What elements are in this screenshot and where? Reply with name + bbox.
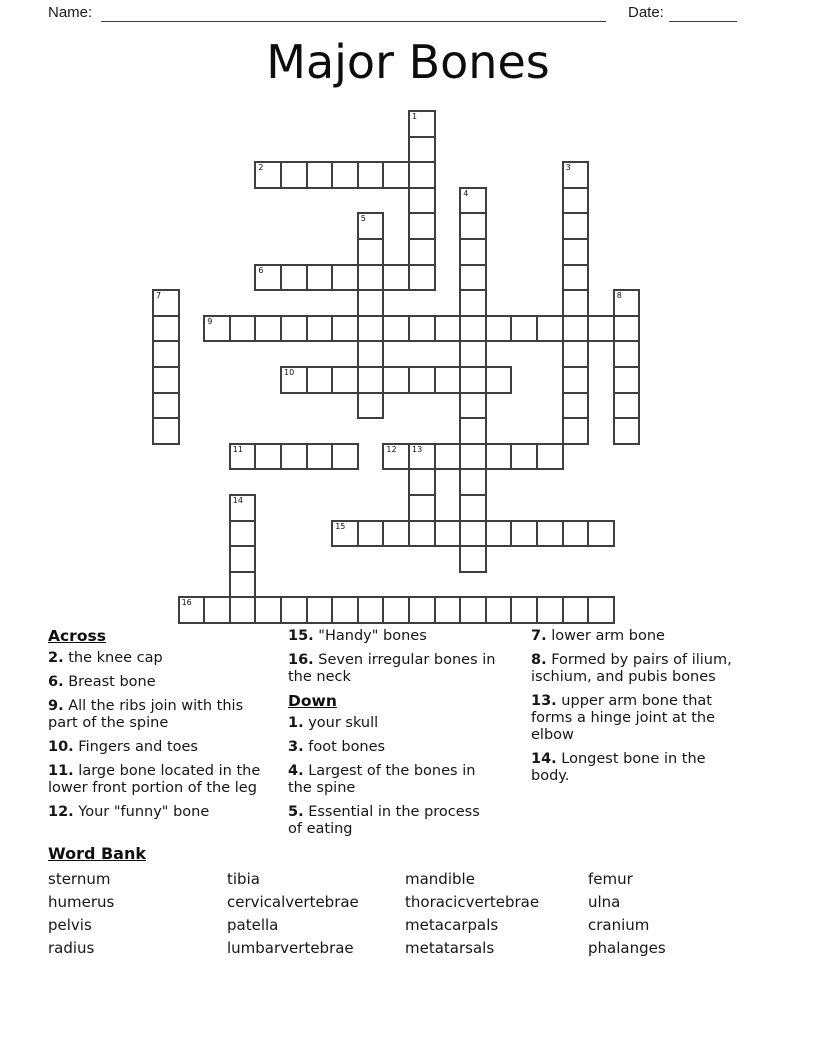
- grid-cell[interactable]: [459, 340, 487, 368]
- grid-cell[interactable]: [382, 161, 410, 189]
- grid-cell[interactable]: [382, 596, 410, 624]
- grid-cell[interactable]: [178, 596, 206, 624]
- clue-number: 3.: [288, 739, 304, 755]
- grid-cell[interactable]: [382, 315, 410, 343]
- grid-cell[interactable]: [306, 264, 334, 292]
- grid-cell[interactable]: [562, 417, 590, 445]
- grid-cell[interactable]: [152, 417, 180, 445]
- cell-number: 5: [360, 214, 366, 224]
- grid-cell[interactable]: [229, 520, 257, 548]
- clues-column-right: [531, 628, 746, 792]
- clue-number: 12.: [48, 804, 74, 820]
- word-bank-word: radius: [48, 939, 95, 957]
- grid-cell[interactable]: [587, 315, 615, 343]
- grid-cell[interactable]: [280, 264, 308, 292]
- grid-cell[interactable]: [459, 494, 487, 522]
- word-bank-word: phalanges: [588, 939, 666, 957]
- word-bank-word: cranium: [588, 916, 650, 934]
- word-bank-word: humerus: [48, 893, 115, 911]
- grid-cell[interactable]: [229, 545, 257, 573]
- grid-cell[interactable]: [152, 315, 180, 343]
- clue-item: 15. "Handy" bones: [288, 628, 427, 644]
- grid-cell[interactable]: [408, 443, 436, 471]
- grid-cell[interactable]: [485, 443, 513, 471]
- across-header: Across: [48, 627, 106, 645]
- date-input-line[interactable]: [669, 0, 737, 22]
- down-header: Down: [288, 692, 337, 710]
- cell-number: 2: [258, 163, 264, 173]
- grid-cell[interactable]: [485, 366, 513, 394]
- grid-cell[interactable]: [357, 289, 385, 317]
- clue-item: 8. Formed by pairs of ilium, ischium, and pubis bones: [531, 652, 732, 685]
- grid-cell[interactable]: [536, 443, 564, 471]
- grid-cell[interactable]: [510, 520, 538, 548]
- word-bank-word: thoracicvertebrae: [405, 893, 540, 911]
- word-bank-column-4: [588, 868, 666, 960]
- name-label: Name:: [48, 4, 93, 21]
- grid-cell[interactable]: [280, 161, 308, 189]
- clues-column-left: [48, 628, 267, 828]
- grid-cell[interactable]: [562, 289, 590, 317]
- grid-cell[interactable]: [357, 264, 385, 292]
- grid-cell[interactable]: [562, 212, 590, 240]
- grid-cell[interactable]: [254, 315, 282, 343]
- grid-cell[interactable]: [331, 520, 359, 548]
- clue-item: 13. upper arm bone that forms a hinge joint at the elbow: [531, 693, 715, 743]
- clue-number: 16.: [288, 652, 314, 668]
- grid-cell[interactable]: [306, 596, 334, 624]
- grid-cell[interactable]: [459, 520, 487, 548]
- word-bank-word: mandible: [405, 870, 475, 888]
- grid-cell[interactable]: [434, 520, 462, 548]
- grid-cell[interactable]: [254, 443, 282, 471]
- clue-item: 7. lower arm bone: [531, 628, 665, 644]
- grid-cell[interactable]: [562, 520, 590, 548]
- clue-item: 6. Breast bone: [48, 674, 156, 690]
- grid-cell[interactable]: [280, 366, 308, 394]
- grid-cell[interactable]: [485, 596, 513, 624]
- grid-cell[interactable]: [280, 443, 308, 471]
- grid-cell[interactable]: [613, 315, 641, 343]
- cell-number: 16: [181, 598, 192, 608]
- grid-cell[interactable]: [357, 238, 385, 266]
- grid-cell[interactable]: [485, 520, 513, 548]
- grid-cell[interactable]: [152, 392, 180, 420]
- clue-number: 9.: [48, 698, 64, 714]
- cell-number: 13: [412, 444, 423, 454]
- clue-number: 5.: [288, 804, 304, 820]
- word-bank-word: metatarsals: [405, 939, 495, 957]
- grid-cell[interactable]: [357, 520, 385, 548]
- grid-cell[interactable]: [459, 315, 487, 343]
- grid-cell[interactable]: [254, 596, 282, 624]
- word-bank-word: tibia: [227, 870, 260, 888]
- grid-cell[interactable]: [408, 136, 436, 164]
- grid-cell[interactable]: [562, 187, 590, 215]
- grid-cell[interactable]: [587, 520, 615, 548]
- word-bank-word: ulna: [588, 893, 621, 911]
- grid-cell[interactable]: [152, 289, 180, 317]
- grid-cell[interactable]: [613, 392, 641, 420]
- grid-cell[interactable]: [357, 392, 385, 420]
- word-bank-word: pelvis: [48, 916, 92, 934]
- grid-cell[interactable]: [306, 366, 334, 394]
- clue-item: 1. your skull: [288, 715, 379, 731]
- grid-cell[interactable]: [382, 443, 410, 471]
- grid-cell[interactable]: [357, 340, 385, 368]
- grid-cell[interactable]: [459, 417, 487, 445]
- word-bank-column-2: [227, 868, 359, 960]
- grid-cell[interactable]: [152, 340, 180, 368]
- grid-cell[interactable]: [536, 315, 564, 343]
- grid-cell[interactable]: [459, 264, 487, 292]
- clue-item: 9. All the ribs join with this part of the spine: [48, 698, 244, 731]
- clue-item: 2. the knee cap: [48, 650, 163, 666]
- grid-cell[interactable]: [382, 264, 410, 292]
- clue-item: 12. Your "funny" bone: [48, 804, 210, 820]
- grid-cell[interactable]: [357, 366, 385, 394]
- cell-number: 11: [232, 444, 243, 454]
- clue-number: 6.: [48, 674, 64, 690]
- grid-cell[interactable]: [408, 366, 436, 394]
- grid-cell[interactable]: [562, 596, 590, 624]
- grid-cell[interactable]: [229, 315, 257, 343]
- grid-cell[interactable]: [562, 392, 590, 420]
- grid-cell[interactable]: [613, 417, 641, 445]
- word-bank-word: femur: [588, 870, 633, 888]
- word-bank-header: Word Bank: [48, 844, 147, 863]
- grid-cell[interactable]: [434, 596, 462, 624]
- grid-cell[interactable]: [459, 392, 487, 420]
- grid-cell[interactable]: [357, 596, 385, 624]
- cell-number: 12: [386, 444, 397, 454]
- grid-cell[interactable]: [562, 340, 590, 368]
- grid-cell[interactable]: [408, 212, 436, 240]
- clue-number: 8.: [531, 652, 547, 668]
- grid-cell[interactable]: [459, 212, 487, 240]
- cell-number: 3: [565, 163, 571, 173]
- date-label: Date:: [628, 4, 664, 21]
- cell-number: 4: [463, 188, 469, 198]
- word-bank-word: patella: [227, 916, 279, 934]
- clue-item: 10. Fingers and toes: [48, 739, 198, 755]
- grid-cell[interactable]: [459, 596, 487, 624]
- cell-number: 15: [335, 521, 346, 531]
- grid-cell[interactable]: [357, 212, 385, 240]
- grid-cell[interactable]: [229, 443, 257, 471]
- grid-cell[interactable]: [280, 315, 308, 343]
- grid-cell[interactable]: [459, 289, 487, 317]
- grid-cell[interactable]: [613, 340, 641, 368]
- word-bank-word: lumbarvertebrae: [227, 939, 354, 957]
- grid-cell[interactable]: [229, 494, 257, 522]
- clue-number: 11.: [48, 763, 74, 779]
- grid-cell[interactable]: [306, 315, 334, 343]
- grid-cell[interactable]: [613, 289, 641, 317]
- grid-cell[interactable]: [459, 545, 487, 573]
- grid-cell[interactable]: [331, 596, 359, 624]
- cell-number: 10: [284, 368, 295, 377]
- grid-cell[interactable]: [459, 468, 487, 496]
- grid-cell[interactable]: [434, 315, 462, 343]
- grid-cell[interactable]: [434, 443, 462, 471]
- cell-number: 9: [207, 316, 213, 326]
- grid-cell[interactable]: [587, 596, 615, 624]
- page-title: Major Bones: [266, 35, 550, 89]
- grid-cell[interactable]: [203, 315, 231, 343]
- grid-cell[interactable]: [562, 366, 590, 394]
- clue-number: 4.: [288, 763, 304, 779]
- grid-cell[interactable]: [510, 443, 538, 471]
- grid-cell[interactable]: [408, 238, 436, 266]
- grid-cell[interactable]: [408, 468, 436, 496]
- grid-cell[interactable]: [510, 596, 538, 624]
- word-bank-column-1: [48, 868, 114, 960]
- grid-cell[interactable]: [459, 187, 487, 215]
- word-bank-word: sternum: [48, 870, 111, 888]
- cell-number: 7: [156, 291, 162, 301]
- grid-cell[interactable]: [382, 366, 410, 394]
- clue-item: 16. Seven irregular bones in the neck: [288, 652, 496, 685]
- name-input-line[interactable]: [101, 0, 606, 22]
- grid-cell[interactable]: [485, 315, 513, 343]
- clue-item: 4. Largest of the bones in the spine: [288, 763, 476, 796]
- grid-cell[interactable]: [536, 520, 564, 548]
- grid-cell[interactable]: [229, 571, 257, 599]
- clue-number: 13.: [531, 693, 557, 709]
- clue-number: 1.: [288, 715, 304, 731]
- cell-number: 14: [232, 496, 243, 505]
- clue-number: 10.: [48, 739, 74, 755]
- grid-cell[interactable]: [229, 596, 257, 624]
- grid-cell[interactable]: [408, 161, 436, 189]
- grid-cell[interactable]: [254, 264, 282, 292]
- clue-number: 15.: [288, 628, 314, 644]
- grid-cell[interactable]: [459, 238, 487, 266]
- grid-cell[interactable]: [562, 264, 590, 292]
- clue-item: 14. Longest bone in the body.: [531, 751, 706, 784]
- grid-cell[interactable]: [408, 315, 436, 343]
- grid-cell[interactable]: [331, 161, 359, 189]
- cell-number: 6: [258, 265, 264, 275]
- grid-cell[interactable]: [434, 366, 462, 394]
- clues-column-middle: [288, 628, 496, 845]
- grid-cell[interactable]: [331, 315, 359, 343]
- grid-cell[interactable]: [536, 596, 564, 624]
- cell-number: 8: [616, 291, 622, 301]
- grid-cell[interactable]: [408, 596, 436, 624]
- clue-number: 14.: [531, 751, 557, 767]
- grid-cell[interactable]: [306, 161, 334, 189]
- grid-cell[interactable]: [613, 366, 641, 394]
- grid-cell[interactable]: [562, 238, 590, 266]
- grid-cell[interactable]: [203, 596, 231, 624]
- grid-cell[interactable]: [254, 161, 282, 189]
- grid-cell[interactable]: [306, 443, 334, 471]
- clue-number: 2.: [48, 650, 64, 666]
- grid-cell[interactable]: [382, 520, 410, 548]
- grid-cell[interactable]: [408, 264, 436, 292]
- word-bank-word: metacarpals: [405, 916, 499, 934]
- clue-item: 3. foot bones: [288, 739, 386, 755]
- grid-cell[interactable]: [152, 366, 180, 394]
- grid-cell[interactable]: [357, 161, 385, 189]
- grid-cell[interactable]: [408, 520, 436, 548]
- grid-cell[interactable]: [459, 366, 487, 394]
- grid-cell[interactable]: [562, 315, 590, 343]
- grid-cell[interactable]: [562, 161, 590, 189]
- clue-item: 11. large bone located in the lower front portion of the leg: [48, 763, 261, 796]
- clue-item: 5. Essential in the process of eating: [288, 804, 480, 837]
- word-bank-word: cervicalvertebrae: [227, 893, 359, 911]
- grid-cell[interactable]: [331, 264, 359, 292]
- word-bank-column-3: [405, 868, 539, 960]
- grid-cell[interactable]: [408, 494, 436, 522]
- grid-cell[interactable]: [408, 110, 436, 138]
- grid-cell[interactable]: [510, 315, 538, 343]
- grid-cell[interactable]: [331, 443, 359, 471]
- cell-number: 1: [412, 112, 418, 121]
- grid-cell[interactable]: [357, 315, 385, 343]
- grid-cell[interactable]: [280, 596, 308, 624]
- grid-cell[interactable]: [331, 366, 359, 394]
- grid-cell[interactable]: [408, 187, 436, 215]
- clue-number: 7.: [531, 628, 547, 644]
- grid-cell[interactable]: [459, 443, 487, 471]
